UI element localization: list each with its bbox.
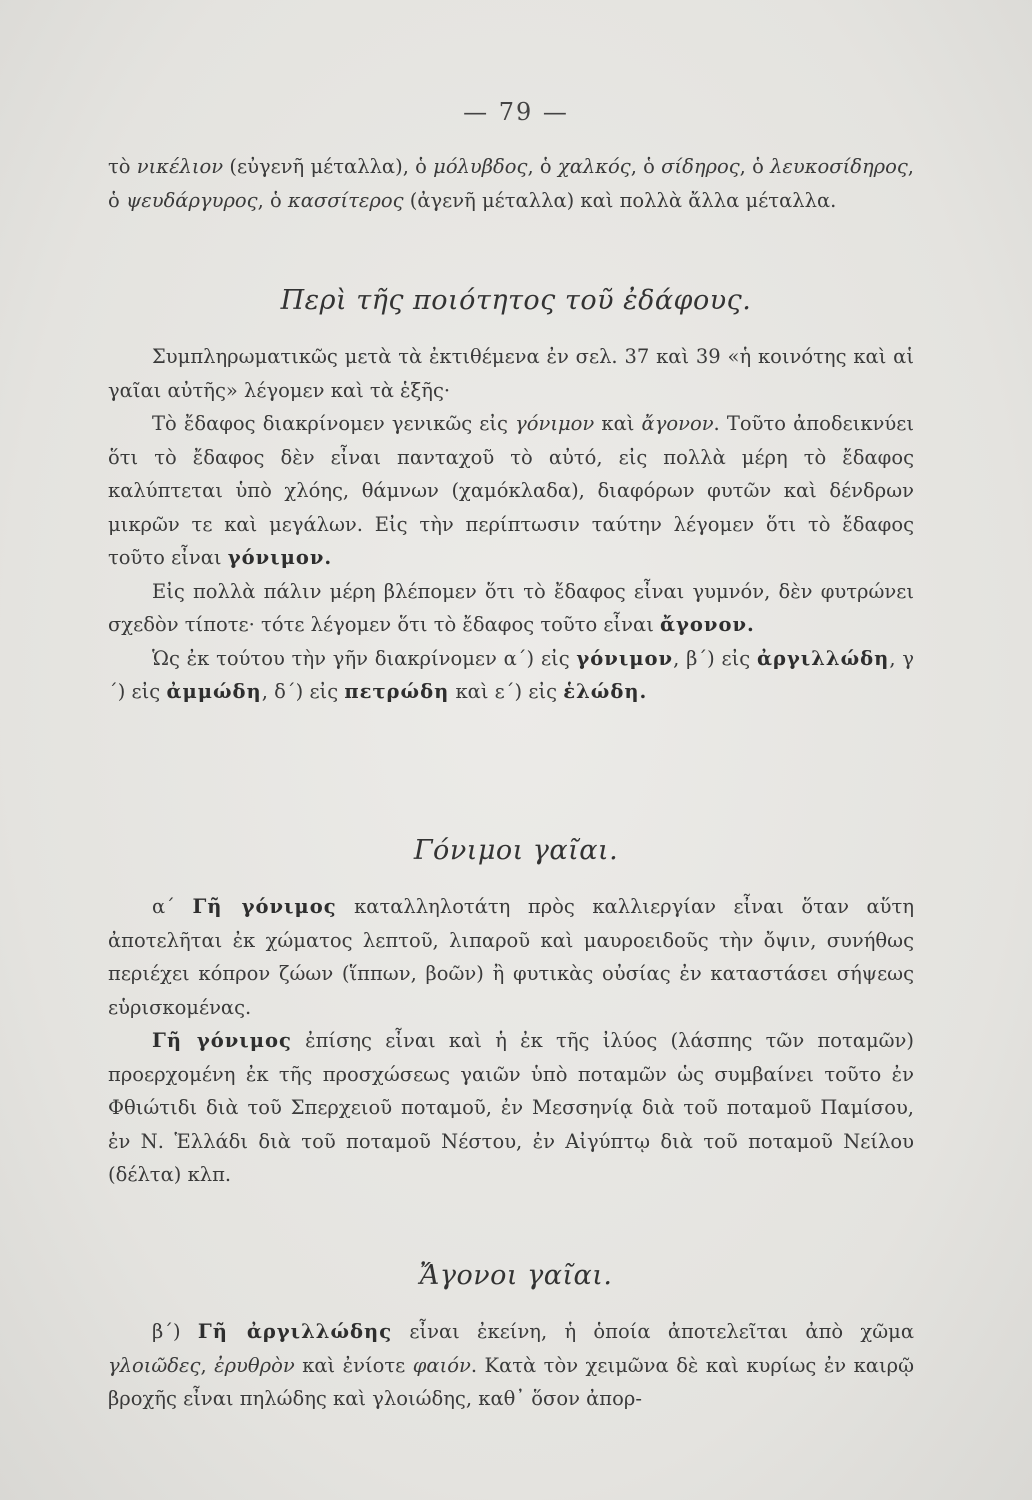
paragraph: Τὸ ἔδαφος διακρίνομεν γενικῶς εἰς γόνιμον καὶ ἄγονον. Τοῦτο ἀποδεικνύει ὅτι τὸ ἔδαφος δὲν εἶναι πανταχοῦ τὸ αὐτό, εἰς πολλὰ μέρη τὸ ἔδαφος καλύπτεται ὑπὸ χλόης, θάμνων (χαμόκλαδα), διαφόρων φυτῶν καὶ δένδρων μικρῶν τε καὶ μεγάλων. Εἰς τὴν περίπτωσιν ταύτην λέγομεν ὅτι τὸ ἔδαφος τοῦτο εἶναι γόνιμον. bbox=[108, 412, 914, 569]
barren-soils-section bbox=[108, 1315, 914, 1416]
fertile-soils-section bbox=[108, 890, 914, 1192]
page-number: — 79 — bbox=[463, 98, 569, 126]
intro-paragraph: τὸ νικέλιον (εὐγενῆ μέταλλα), ὁ μόλυβδος, ὁ χαλκός, ὁ σίδηρος, ὁ λευκοσίδηρος, ὁ ψευδάργυρος, ὁ κασσίτερος (ἀγενῆ μέταλλα) καὶ πολλὰ ἄλλα μέταλλα. bbox=[108, 155, 914, 212]
section-heading-soil-quality: Περὶ τῆς ποιότητος τοῦ ἐδάφους. bbox=[280, 285, 752, 316]
paragraph: β´) Γῆ ἀργιλλώδης εἶναι ἐκείνη, ἡ ὁποία ἀποτελεῖται ἀπὸ χῶμα γλοιῶδες, ἐρυθρὸν καὶ ἐνίοτε φαιόν. Κατὰ τὸν χειμῶνα δὲ καὶ κυρίως ἐν καιρῷ βροχῆς εἶναι πηλώδης καὶ γλοιώδης, καθ᾽ ὅσον ἀπορ- bbox=[108, 1320, 914, 1410]
paragraph: Ὡς ἐκ τούτου τὴν γῆν διακρίνομεν α´) εἰς γόνιμον, β´) εἰς ἀργιλλώδη, γ´) εἰς ἀμμώδη, δ´) εἰς πετρώδη καὶ ε´) εἰς ἑλώδη. bbox=[108, 646, 914, 703]
paragraph: α´ Γῆ γόνιμος καταλληλοτάτη πρὸς καλλιεργίαν εἶναι ὅταν αὕτη ἀποτελῆται ἐκ χώματος λεπτοῦ, λιπαροῦ καὶ μαυροειδοῦς τὴν ὄψιν, συνήθως περιέχει κόπρον ζώων (ἵππων, βοῶν) ἢ φυτικὰς οὐσίας ἐν καταστάσει σήψεως εὑρισκομένας. bbox=[108, 895, 914, 1019]
section-heading-fertile-soils: Γόνιμοι γαῖαι. bbox=[413, 835, 619, 866]
soil-quality-section bbox=[108, 340, 914, 709]
paragraph: Γῆ γόνιμος ἐπίσης εἶναι καὶ ἡ ἐκ τῆς ἰλύος (λάσπης τῶν ποταμῶν) προερχομένη ἐκ τῆς προσχώσεως γαιῶν ὑπὸ ποταμῶν ὡς συμβαίνει τοῦτο ἐν Φθιώτιδι διὰ τοῦ Σπερχειοῦ ποταμοῦ, ἐν Μεσσηνίᾳ διὰ τοῦ ποταμοῦ Παμίσου, ἐν Ν. Ἑλλάδι διὰ τοῦ ποταμοῦ Νέστου, ἐν Αἰγύπτῳ διὰ τοῦ ποταμοῦ Νείλου (δέλτα) κλπ. bbox=[108, 1029, 914, 1186]
paragraph: Συμπληρωματικῶς μετὰ τὰ ἐκτιθέμενα ἐν σελ. 37 καὶ 39 «ἡ κοινότης καὶ αἱ γαῖαι αὐτῆς» λέγομεν καὶ τὰ ἑξῆς· bbox=[108, 345, 914, 402]
paragraph: Εἰς πολλὰ πάλιν μέρη βλέπομεν ὅτι τὸ ἔδαφος εἶναι γυμνόν, δὲν φυτρώνει σχεδὸν τίποτε· τότε λέγομεν ὅτι τὸ ἔδαφος τοῦτο εἶναι ἄγονον. bbox=[108, 579, 914, 636]
section-heading-barren-soils: Ἄγονοι γαῖαι. bbox=[419, 1260, 613, 1291]
